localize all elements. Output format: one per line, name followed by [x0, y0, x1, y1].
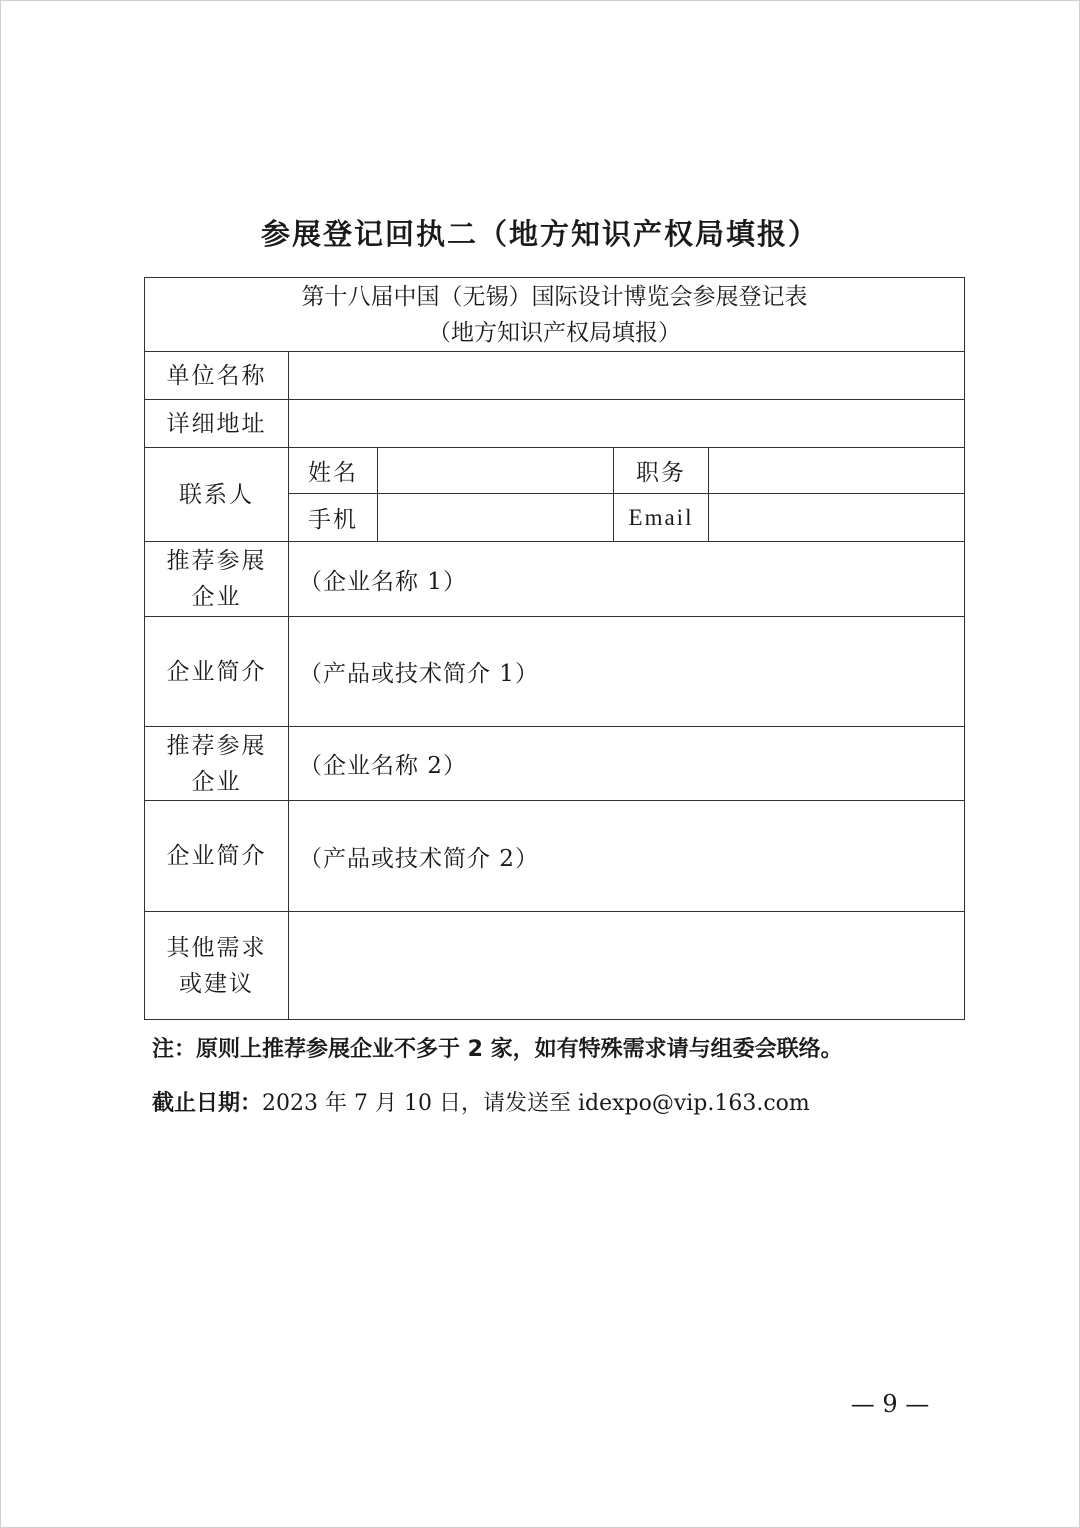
- deadline-text: 2023 年 7 月 10 日，请发送至 idexpo@vip.163.com: [262, 1091, 810, 1116]
- product-intro-2[interactable]: （产品或技术简介 2）: [289, 801, 965, 912]
- contact-phone-label: 手机: [289, 494, 378, 542]
- form-header-title: 第十八届中国（无锡）国际设计博览会参展登记表: [301, 283, 808, 310]
- address-field[interactable]: [289, 400, 965, 448]
- form-header: [145, 278, 965, 352]
- contact-phone-field[interactable]: [378, 494, 614, 542]
- recommended-company-label-2-cell: [145, 727, 289, 801]
- other-needs-label-line1: 其他需求: [166, 934, 267, 961]
- company-intro-label-1: 企业简介: [145, 617, 289, 727]
- registration-form-table: [144, 277, 965, 1020]
- contact-position-field[interactable]: [709, 448, 965, 494]
- company-name-1[interactable]: （企业名称 1）: [289, 542, 965, 617]
- deadline-label: 截止日期：: [152, 1091, 263, 1116]
- address-label: 详细地址: [145, 400, 289, 448]
- company-name-2[interactable]: （企业名称 2）: [289, 727, 965, 801]
- form-header-subtitle: （地方知识产权局填报）: [428, 319, 682, 346]
- note-text: 注：原则上推荐参展企业不多于 2 家，如有特殊需求请与组委会联络。: [152, 1037, 843, 1062]
- recommended-company-label-line1: 推荐参展: [166, 548, 267, 574]
- deadline-line: [152, 1086, 810, 1117]
- page-number: — 9 —: [850, 1390, 930, 1418]
- recommended-company-label-line2: 企业: [191, 768, 242, 795]
- recommended-company-label-line1: 推荐参展: [166, 732, 267, 759]
- contact-email-field[interactable]: [709, 494, 965, 542]
- other-needs-label-cell: [145, 912, 289, 1020]
- recommended-company-label-line2: 企业: [191, 584, 242, 610]
- unit-name-label: 单位名称: [145, 352, 289, 400]
- document-title: 参展登记回执二（地方知识产权局填报）: [260, 217, 819, 251]
- contact-label: 联系人: [145, 448, 289, 542]
- unit-name-field[interactable]: [289, 352, 965, 400]
- contact-email-label: Email: [614, 494, 709, 542]
- contact-position-label: 职务: [614, 448, 709, 494]
- other-needs-label-line2: 或建议: [179, 970, 254, 997]
- product-intro-1[interactable]: （产品或技术简介 1）: [289, 617, 965, 727]
- recommended-company-label-1-cell: [145, 542, 289, 617]
- other-needs-field[interactable]: [289, 912, 965, 1020]
- contact-name-label: 姓名: [289, 448, 378, 494]
- contact-name-field[interactable]: [378, 448, 614, 494]
- company-intro-label-2: 企业简介: [145, 801, 289, 912]
